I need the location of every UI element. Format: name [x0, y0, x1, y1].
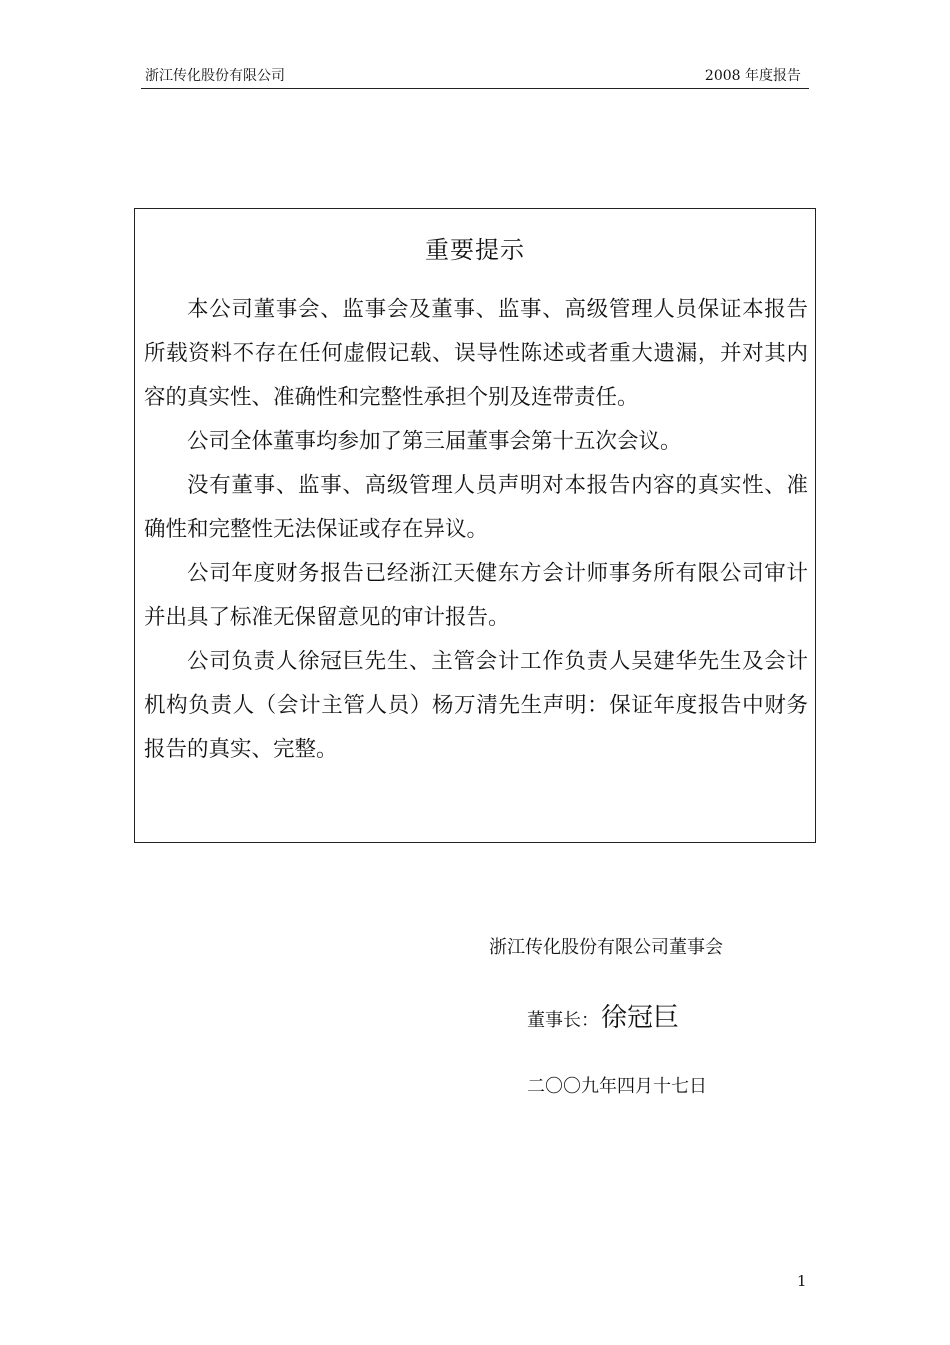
signature-date: 二〇〇九年四月十七日 [527, 1076, 707, 1097]
chairman-name: 徐冠巨 [601, 1003, 680, 1033]
notice-title: 重要提示 [425, 236, 525, 264]
chairman-label: 董事长： [527, 1010, 599, 1031]
notice-paragraph-responsibility: 本公司董事会、监事会及董事、监事、高级管理人员保证本报告所载资料不存在任何虚假记载、误导性陈述或者重大遗漏，并对其内容的真实性、准确性和完整性承担个别及连带责任。 [144, 297, 808, 410]
notice-paragraph-audit: 公司年度财务报告已经浙江天健东方会计师事务所有限公司审计并出具了标准无保留意见的审计报告。 [144, 561, 808, 630]
signature-organization: 浙江传化股份有限公司董事会 [489, 937, 723, 958]
notice-paragraph-financial-statement: 公司负责人徐冠巨先生、主管会计工作负责人吴建华先生及会计机构负责人（会计主管人员）杨万清先生声明：保证年度报告中财务报告的真实、完整。 [144, 649, 808, 762]
page-number: 1 [797, 1272, 807, 1290]
chairman-signature-line [527, 1002, 679, 1034]
header-company-name: 浙江传化股份有限公司 [145, 68, 285, 84]
notice-body [144, 288, 808, 772]
notice-paragraph-board-meeting: 公司全体董事均参加了第三届董事会第十五次会议。 [187, 429, 682, 454]
notice-paragraph-no-objection: 没有董事、监事、高级管理人员声明对本报告内容的真实性、准确性和完整性无法保证或存在异议。 [144, 473, 808, 542]
header-report-title: 2008 年度报告 [704, 68, 801, 84]
page-header [141, 66, 809, 89]
